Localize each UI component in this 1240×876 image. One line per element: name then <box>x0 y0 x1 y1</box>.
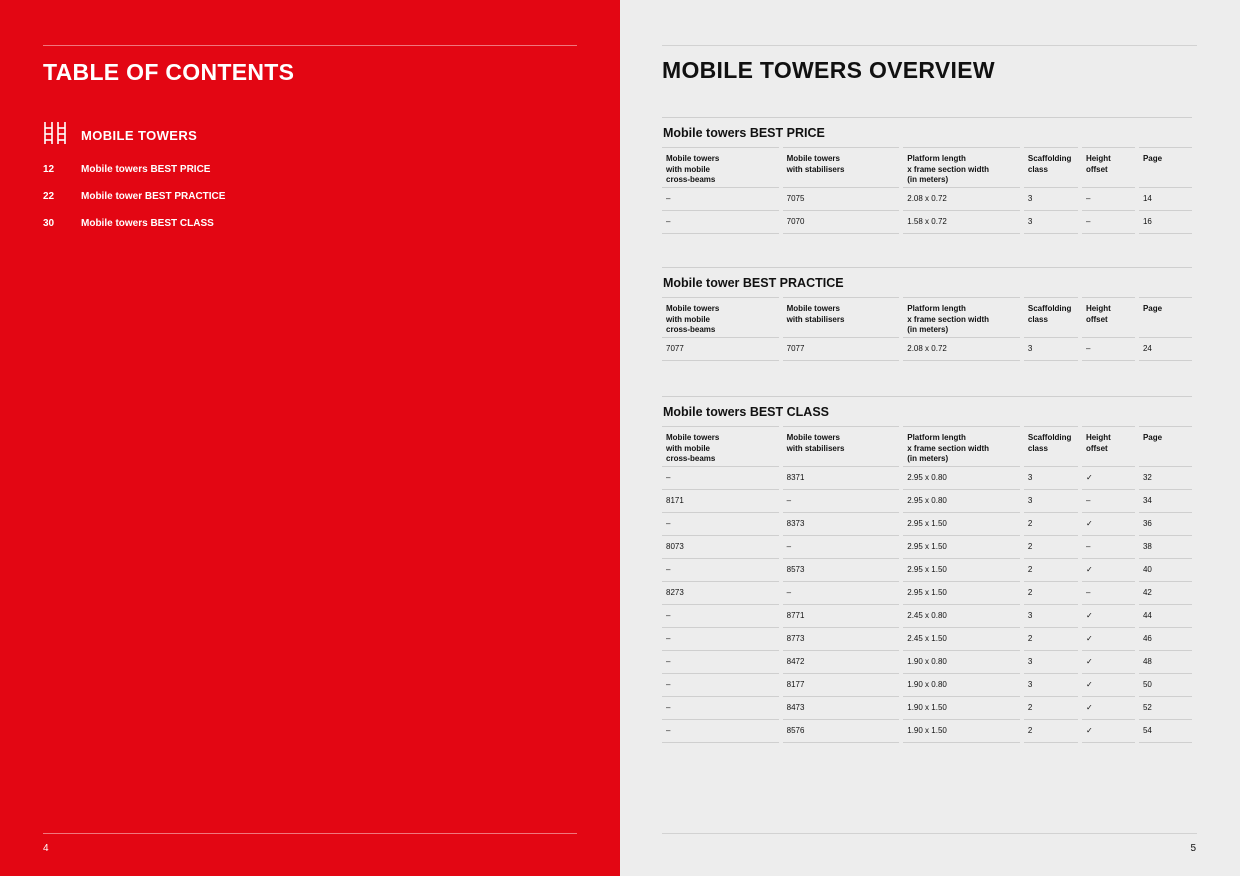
overview-table <box>658 297 1196 361</box>
toc-item[interactable] <box>43 218 443 232</box>
column-height-offset-cell: ✓ <box>1082 720 1135 743</box>
column-platform-size-cell: 2.95 x 0.80 <box>903 490 1020 513</box>
column-page-cell: 50 <box>1139 674 1192 697</box>
column-platform-size-cell: 2.95 x 1.50 <box>903 559 1020 582</box>
column-platform-size-cell: 2.08 x 0.72 <box>903 338 1020 361</box>
column-platform-size-cell: 2.95 x 1.50 <box>903 582 1020 605</box>
column-stabilisers-cell: 8573 <box>783 559 900 582</box>
table-top-rule <box>662 117 1192 118</box>
column-page-header: Page <box>1139 426 1192 467</box>
column-page-cell: 52 <box>1139 697 1192 720</box>
toc-item[interactable] <box>43 164 443 178</box>
toc-item-label: Mobile towers BEST CLASS <box>81 218 214 229</box>
column-mobile-cross-beams-cell: – <box>662 674 779 697</box>
table-row <box>662 338 1192 361</box>
column-height-offset-cell: ✓ <box>1082 628 1135 651</box>
table-best-class <box>662 396 1192 743</box>
column-stabilisers-cell: 7070 <box>783 211 900 234</box>
column-page-cell: 32 <box>1139 467 1192 490</box>
column-page-cell: 16 <box>1139 211 1192 234</box>
column-page-cell: 24 <box>1139 338 1192 361</box>
column-scaffolding-class-cell: 3 <box>1024 674 1078 697</box>
column-stabilisers-cell: – <box>783 490 900 513</box>
column-height-offset-cell: – <box>1082 536 1135 559</box>
toc-title: TABLE OF CONTENTS <box>43 59 295 85</box>
column-scaffolding-class-header: Scaffolding class <box>1024 297 1078 338</box>
column-stabilisers-cell: 8473 <box>783 697 900 720</box>
column-scaffolding-class-header: Scaffolding class <box>1024 426 1078 467</box>
column-height-offset-cell: ✓ <box>1082 605 1135 628</box>
column-stabilisers-header: Mobile towers with stabilisers <box>783 297 900 338</box>
table-row <box>662 536 1192 559</box>
column-mobile-cross-beams-cell: – <box>662 697 779 720</box>
table-row <box>662 211 1192 234</box>
column-platform-size-header: Platform length x frame section width (in meters) <box>903 426 1020 467</box>
top-rule <box>662 45 1197 46</box>
table-row <box>662 720 1192 743</box>
page-number: 4 <box>43 843 49 854</box>
column-mobile-cross-beams-cell: – <box>662 559 779 582</box>
column-page-cell: 38 <box>1139 536 1192 559</box>
column-stabilisers-cell: 7075 <box>783 188 900 211</box>
column-height-offset-cell: – <box>1082 490 1135 513</box>
toc-item-page: 22 <box>43 191 55 202</box>
column-stabilisers-cell: 8472 <box>783 651 900 674</box>
column-height-offset-cell: ✓ <box>1082 674 1135 697</box>
column-page-header: Page <box>1139 297 1192 338</box>
column-stabilisers-cell: 8177 <box>783 674 900 697</box>
table-row <box>662 467 1192 490</box>
column-page-cell: 36 <box>1139 513 1192 536</box>
column-page-cell: 44 <box>1139 605 1192 628</box>
column-height-offset-header: Height offset <box>1082 426 1135 467</box>
column-stabilisers-cell: 7077 <box>783 338 900 361</box>
table-row <box>662 188 1192 211</box>
column-scaffolding-class-cell: 3 <box>1024 188 1078 211</box>
overview-table <box>658 426 1196 743</box>
column-platform-size-cell: 1.90 x 1.50 <box>903 720 1020 743</box>
column-page-cell: 34 <box>1139 490 1192 513</box>
ladder-icon <box>43 121 67 145</box>
column-page-cell: 46 <box>1139 628 1192 651</box>
overview-title: MOBILE TOWERS OVERVIEW <box>662 57 995 83</box>
table-row <box>662 674 1192 697</box>
column-mobile-cross-beams-cell: – <box>662 467 779 490</box>
column-page-cell: 40 <box>1139 559 1192 582</box>
column-mobile-cross-beams-cell: 8273 <box>662 582 779 605</box>
column-scaffolding-class-cell: 2 <box>1024 628 1078 651</box>
column-height-offset-cell: – <box>1082 338 1135 361</box>
column-mobile-cross-beams-cell: – <box>662 211 779 234</box>
column-scaffolding-class-cell: 2 <box>1024 513 1078 536</box>
toc-item[interactable] <box>43 191 443 205</box>
table-title: Mobile towers BEST PRICE <box>663 126 825 140</box>
column-height-offset-cell: ✓ <box>1082 513 1135 536</box>
table-title: Mobile tower BEST PRACTICE <box>663 276 844 290</box>
column-mobile-cross-beams-header: Mobile towers with mobile cross-beams <box>662 147 779 188</box>
column-mobile-cross-beams-cell: – <box>662 513 779 536</box>
column-platform-size-header: Platform length x frame section width (in meters) <box>903 297 1020 338</box>
column-height-offset-cell: – <box>1082 188 1135 211</box>
column-platform-size-cell: 2.95 x 0.80 <box>903 467 1020 490</box>
toc-item-label: Mobile towers BEST PRICE <box>81 164 211 175</box>
table-title: Mobile towers BEST CLASS <box>663 405 829 419</box>
column-stabilisers-cell: 8576 <box>783 720 900 743</box>
column-page-cell: 14 <box>1139 188 1192 211</box>
column-platform-size-cell: 1.90 x 0.80 <box>903 651 1020 674</box>
column-mobile-cross-beams-cell: – <box>662 605 779 628</box>
table-header-row <box>662 426 1192 467</box>
column-scaffolding-class-cell: 3 <box>1024 490 1078 513</box>
table-best-price <box>662 117 1192 234</box>
column-scaffolding-class-cell: 3 <box>1024 651 1078 674</box>
table-header-row <box>662 147 1192 188</box>
table-row <box>662 559 1192 582</box>
column-height-offset-cell: – <box>1082 211 1135 234</box>
column-page-cell: 54 <box>1139 720 1192 743</box>
column-scaffolding-class-cell: 3 <box>1024 338 1078 361</box>
column-platform-size-cell: 2.95 x 1.50 <box>903 536 1020 559</box>
column-stabilisers-header: Mobile towers with stabilisers <box>783 147 900 188</box>
column-mobile-cross-beams-cell: – <box>662 628 779 651</box>
column-stabilisers-cell: 8771 <box>783 605 900 628</box>
column-platform-size-cell: 2.45 x 0.80 <box>903 605 1020 628</box>
toc-section-title: MOBILE TOWERS <box>81 128 198 143</box>
column-scaffolding-class-cell: 2 <box>1024 582 1078 605</box>
column-platform-size-cell: 1.90 x 1.50 <box>903 697 1020 720</box>
column-platform-size-cell: 1.90 x 0.80 <box>903 674 1020 697</box>
column-mobile-cross-beams-header: Mobile towers with mobile cross-beams <box>662 297 779 338</box>
column-mobile-cross-beams-cell: – <box>662 720 779 743</box>
column-height-offset-header: Height offset <box>1082 147 1135 188</box>
table-row <box>662 628 1192 651</box>
column-scaffolding-class-cell: 3 <box>1024 211 1078 234</box>
toc-item-page: 30 <box>43 218 55 229</box>
column-platform-size-cell: 2.08 x 0.72 <box>903 188 1020 211</box>
column-height-offset-header: Height offset <box>1082 297 1135 338</box>
column-scaffolding-class-cell: 3 <box>1024 605 1078 628</box>
column-page-cell: 48 <box>1139 651 1192 674</box>
table-row <box>662 651 1192 674</box>
column-stabilisers-cell: 8773 <box>783 628 900 651</box>
column-page-header: Page <box>1139 147 1192 188</box>
toc-item-label: Mobile tower BEST PRACTICE <box>81 191 226 202</box>
column-height-offset-cell: ✓ <box>1082 651 1135 674</box>
column-height-offset-cell: ✓ <box>1082 697 1135 720</box>
column-mobile-cross-beams-header: Mobile towers with mobile cross-beams <box>662 426 779 467</box>
table-row <box>662 605 1192 628</box>
column-stabilisers-cell: 8371 <box>783 467 900 490</box>
column-mobile-cross-beams-cell: – <box>662 188 779 211</box>
table-row <box>662 490 1192 513</box>
right-page <box>620 0 1240 876</box>
column-mobile-cross-beams-cell: 8073 <box>662 536 779 559</box>
column-stabilisers-header: Mobile towers with stabilisers <box>783 426 900 467</box>
column-scaffolding-class-cell: 2 <box>1024 536 1078 559</box>
page-number: 5 <box>1190 843 1196 854</box>
bottom-rule <box>43 833 577 834</box>
column-platform-size-cell: 1.58 x 0.72 <box>903 211 1020 234</box>
column-platform-size-cell: 2.45 x 1.50 <box>903 628 1020 651</box>
table-best-practice <box>662 267 1192 361</box>
column-mobile-cross-beams-cell: – <box>662 651 779 674</box>
overview-table <box>658 147 1196 234</box>
column-stabilisers-cell: 8373 <box>783 513 900 536</box>
top-rule <box>43 45 577 46</box>
column-scaffolding-class-cell: 3 <box>1024 467 1078 490</box>
column-platform-size-header: Platform length x frame section width (in meters) <box>903 147 1020 188</box>
bottom-rule <box>662 833 1197 834</box>
column-scaffolding-class-header: Scaffolding class <box>1024 147 1078 188</box>
column-height-offset-cell: ✓ <box>1082 467 1135 490</box>
column-height-offset-cell: ✓ <box>1082 559 1135 582</box>
column-mobile-cross-beams-cell: 8171 <box>662 490 779 513</box>
toc-item-page: 12 <box>43 164 55 175</box>
table-header-row <box>662 297 1192 338</box>
table-top-rule <box>662 267 1192 268</box>
column-stabilisers-cell: – <box>783 536 900 559</box>
table-row <box>662 582 1192 605</box>
table-row <box>662 697 1192 720</box>
column-scaffolding-class-cell: 2 <box>1024 697 1078 720</box>
column-platform-size-cell: 2.95 x 1.50 <box>903 513 1020 536</box>
table-row <box>662 513 1192 536</box>
column-scaffolding-class-cell: 2 <box>1024 720 1078 743</box>
column-mobile-cross-beams-cell: 7077 <box>662 338 779 361</box>
column-height-offset-cell: – <box>1082 582 1135 605</box>
table-top-rule <box>662 396 1192 397</box>
column-page-cell: 42 <box>1139 582 1192 605</box>
column-scaffolding-class-cell: 2 <box>1024 559 1078 582</box>
column-stabilisers-cell: – <box>783 582 900 605</box>
